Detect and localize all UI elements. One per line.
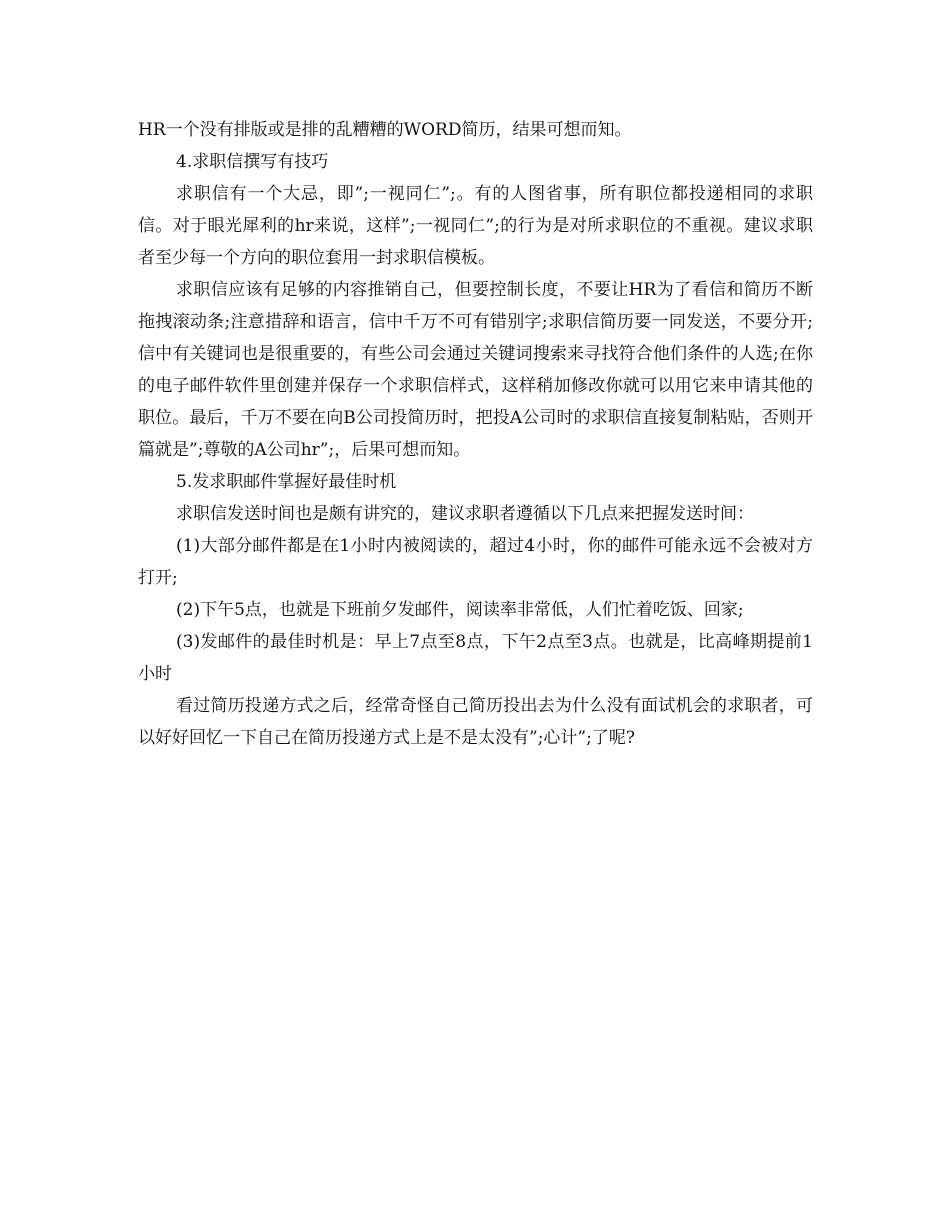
paragraph-continuation: HR一个没有排版或是排的乱糟糟的WORD简历，结果可想而知。 (138, 120, 632, 140)
section-heading-email-timing: 5.发求职邮件掌握好最佳时机 (176, 472, 397, 492)
list-item-timing-1: (1)大部分邮件都是在1小时内被阅读的，超过4小时，你的邮件可能永远不会被对方打开; (138, 536, 813, 588)
paragraph-conclusion: 看过简历投递方式之后，经常奇怪自己简历投出去为什么没有面试机会的求职者，可以好好回忆一下自己在简历投递方式上是不是太没有”;心计”;了呢? (138, 696, 813, 748)
paragraph-timing-intro: 求职信发送时间也是颇有讲究的，建议求职者遵循以下几点来把握发送时间： (176, 504, 754, 524)
document-body (138, 114, 813, 754)
section-heading-cover-letter-tips: 4.求职信撰写有技巧 (176, 152, 329, 172)
list-item-timing-2: (2)下午5点，也就是下班前夕发邮件，阅读率非常低，人们忙着吃饭、回家; (176, 600, 744, 620)
list-item-timing-3: (3)发邮件的最佳时机是：早上7点至8点，下午2点至3点。也就是，比高峰期提前1小时 (138, 632, 813, 684)
paragraph-cover-letter-content: 求职信应该有足够的内容推销自己，但要控制长度，不要让HR为了看信和简历不断拖拽滚动条;注意措辞和语言，信中千万不可有错别字;求职信简历要一同发送，不要分开;信中有关键词也是很重要的，有些公司会通过关键词搜索来寻找符合他们条件的人选;在你的电子邮件软件里创建并保存一个求职信样式，这样稍加修改你就可以用它来申请其他的职位。最后，千万不要在向B公司投简历时，把投A公司时的求职信直接复制粘贴，否则开篇就是”;尊敬的A公司hr”;，后果可想而知。 (138, 280, 813, 460)
paragraph-cover-letter-taboo: 求职信有一个大忌，即”;一视同仁”;。有的人图省事，所有职位都投递相同的求职信。对于眼光犀利的hr来说，这样”;一视同仁”;的行为是对所求职位的不重视。建议求职者至少每一个方向的职位套用一封求职信模板。 (138, 184, 813, 268)
